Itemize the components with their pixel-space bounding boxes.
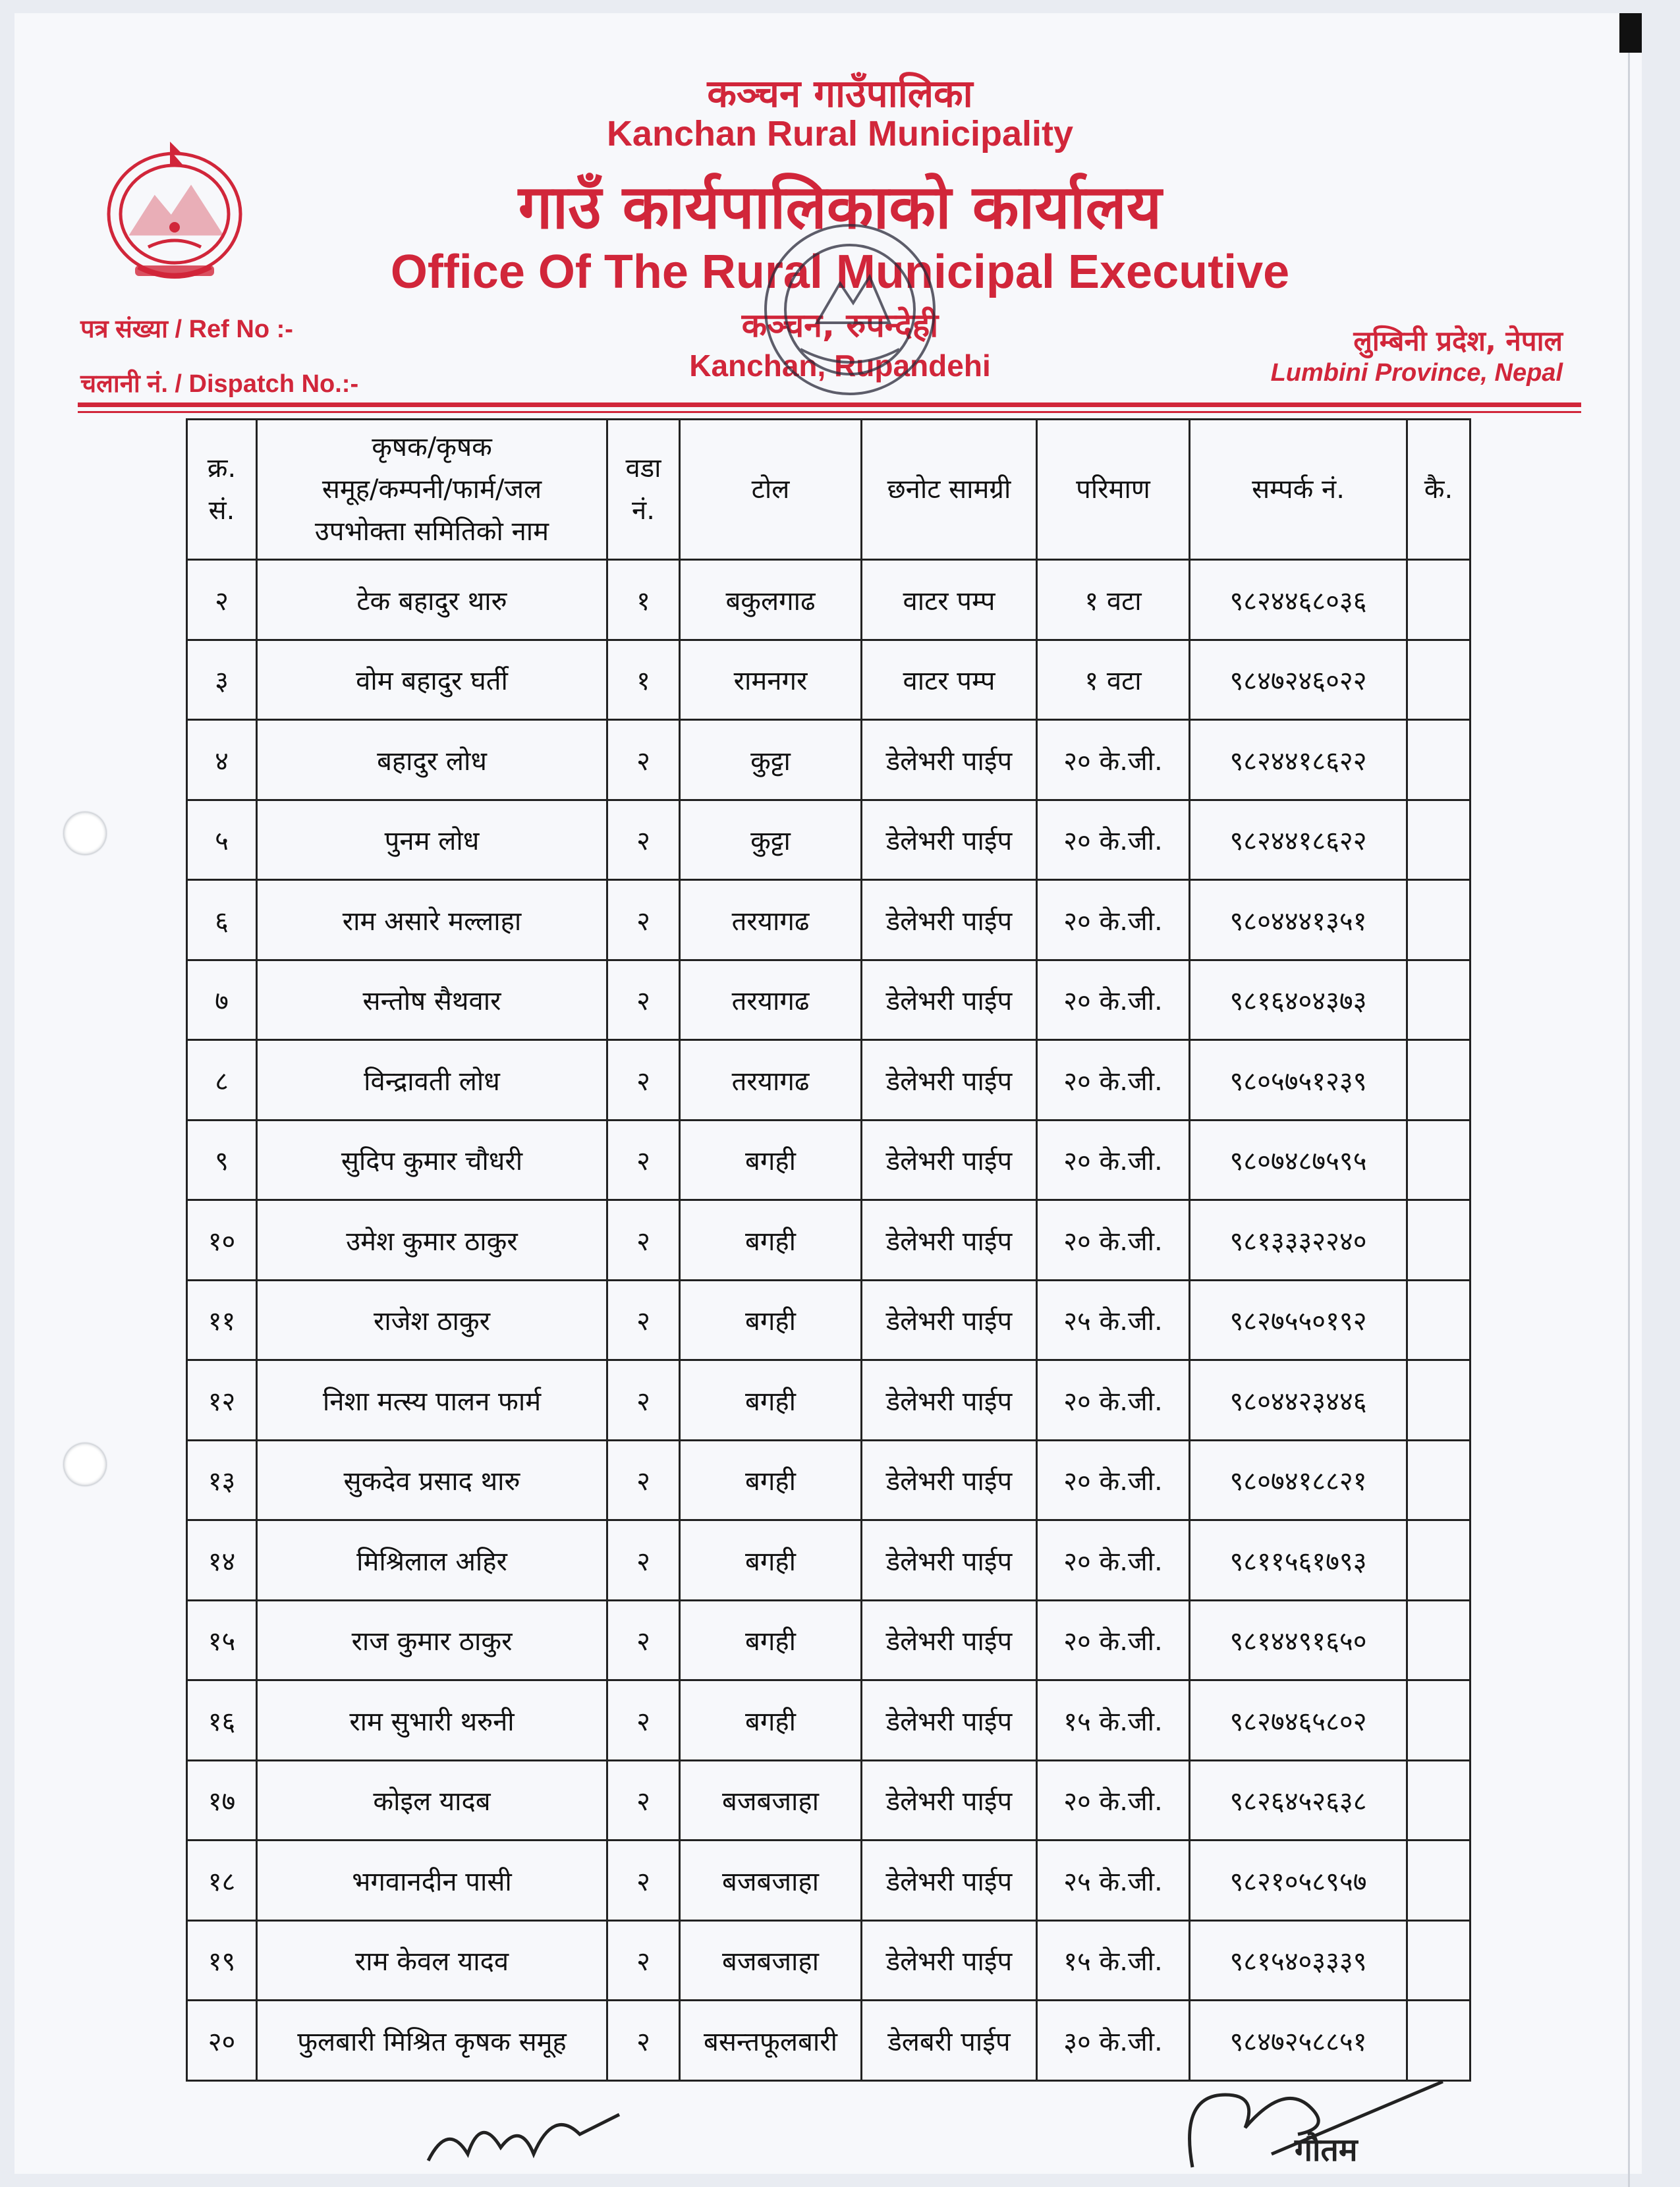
cell-selected-item: डेलबरी पाईप [862, 2001, 1037, 2081]
cell-selected-item: डेलेभरी पाईप [862, 1841, 1037, 1921]
office-stamp-icon [754, 211, 945, 408]
table-row [187, 960, 1470, 1040]
cell-quantity: २० के.जी. [1037, 880, 1190, 960]
cell-remarks [1407, 1040, 1470, 1121]
cell-remarks [1407, 1680, 1470, 1761]
cell-serial-number: १३ [187, 1440, 257, 1520]
cell-ward: २ [607, 1440, 680, 1520]
table-row [187, 560, 1470, 640]
cell-selected-item: डेलेभरी पाईप [862, 880, 1037, 960]
cell-contact-number: ९८२१०५८९५७ [1190, 1841, 1407, 1921]
cell-remarks [1407, 1440, 1470, 1520]
cell-selected-item: डेलेभरी पाईप [862, 720, 1037, 800]
cell-contact-number: ९८२४४१८६२२ [1190, 800, 1407, 880]
cell-selected-item: डेलेभरी पाईप [862, 1360, 1037, 1441]
header-farmer-name: कृषक/कृषक समूह/कम्पनी/फार्म/जल उपभोक्ता समितिको नाम [257, 420, 607, 560]
cell-contact-number: ९८४७२५८८५१ [1190, 2001, 1407, 2081]
cell-selected-item: डेलेभरी पाईप [862, 1760, 1037, 1841]
cell-serial-number: ६ [187, 880, 257, 960]
cell-quantity: २० के.जी. [1037, 1520, 1190, 1601]
cell-contact-number: ९८१६४०४३७३ [1190, 960, 1407, 1040]
header-serial-number: क्र. सं. [187, 420, 257, 560]
cell-serial-number: ४ [187, 720, 257, 800]
cell-farmer-name: भगवानदीन पासी [257, 1841, 607, 1921]
cell-serial-number: १७ [187, 1760, 257, 1841]
cell-remarks [1407, 1760, 1470, 1841]
cell-tole: बगही [680, 1280, 862, 1360]
cell-tole: बसन्तफूलबारी [680, 2001, 862, 2081]
cell-selected-item: डेलेभरी पाईप [862, 1040, 1037, 1121]
office-name-english: Office Of The Rural Municipal Executive [390, 246, 1290, 298]
header-ward: वडा नं. [607, 420, 680, 560]
cell-serial-number: २० [187, 2001, 257, 2081]
header-selected-item: छनोट सामग्री [862, 420, 1037, 560]
cell-tole: बगही [680, 1680, 862, 1761]
cell-tole: बगही [680, 1200, 862, 1281]
cell-farmer-name: विन्द्रावती लोध [257, 1040, 607, 1121]
place-english: Kanchan, Rupandehi [689, 348, 991, 383]
cell-remarks [1407, 880, 1470, 960]
cell-farmer-name: सुकदेव प्रसाद थारु [257, 1440, 607, 1520]
cell-remarks [1407, 1600, 1470, 1680]
cell-selected-item: डेलेभरी पाईप [862, 1600, 1037, 1680]
cell-quantity: २५ के.जी. [1037, 1280, 1190, 1360]
office-name-nepali: गाउँ कार्यपालिकाको कार्यालय [518, 172, 1162, 242]
province-nepali: लुम्बिनी प्रदेश, नेपाल [1353, 325, 1563, 357]
table-row [187, 1360, 1470, 1441]
cell-farmer-name: राम असारे मल्लाहा [257, 880, 607, 960]
cell-quantity: २० के.जी. [1037, 1040, 1190, 1121]
cell-ward: २ [607, 1120, 680, 1200]
cell-serial-number: १० [187, 1200, 257, 1281]
cell-serial-number: ८ [187, 1040, 257, 1121]
cell-ward: २ [607, 880, 680, 960]
cell-selected-item: वाटर पम्प [862, 560, 1037, 640]
cell-contact-number: ९८०५७५१२३९ [1190, 1040, 1407, 1121]
cell-farmer-name: निशा मत्स्य पालन फार्म [257, 1360, 607, 1441]
cell-quantity: २० के.जी. [1037, 960, 1190, 1040]
cell-serial-number: १९ [187, 1920, 257, 2001]
farmer-distribution-table [186, 418, 1471, 2082]
header-remarks: कै. [1407, 420, 1470, 560]
table-row [187, 1040, 1470, 1121]
cell-contact-number: ९८११५६१७९३ [1190, 1520, 1407, 1601]
punch-hole [63, 1443, 107, 1486]
table-row [187, 640, 1470, 720]
signatory-name: गौतम [1295, 2132, 1358, 2169]
signature-left-icon [422, 2095, 632, 2174]
place-nepali: कञ्चन, रुपन्देही [741, 306, 939, 345]
cell-ward: २ [607, 1841, 680, 1921]
header-rule [78, 402, 1581, 407]
ref-number-label: पत्र संख्या / Ref No :- [80, 316, 293, 343]
cell-tole: बगही [680, 1600, 862, 1680]
cell-quantity: २० के.जी. [1037, 720, 1190, 800]
cell-remarks [1407, 1360, 1470, 1441]
cell-remarks [1407, 800, 1470, 880]
cell-ward: २ [607, 1280, 680, 1360]
cell-remarks [1407, 960, 1470, 1040]
cell-serial-number: ३ [187, 640, 257, 720]
cell-serial-number: १५ [187, 1600, 257, 1680]
cell-ward: २ [607, 1920, 680, 2001]
table-row [187, 1280, 1470, 1360]
cell-quantity: १ वटा [1037, 560, 1190, 640]
cell-selected-item: डेलेभरी पाईप [862, 1440, 1037, 1520]
punch-hole [63, 812, 107, 855]
cell-contact-number: ९८०४४४१३५१ [1190, 880, 1407, 960]
cell-tole: तरयागढ [680, 1040, 862, 1121]
cell-serial-number: ९ [187, 1120, 257, 1200]
cell-contact-number: ९८२७४६५८०२ [1190, 1680, 1407, 1761]
cell-selected-item: डेलेभरी पाईप [862, 800, 1037, 880]
scan-edge-mark [1619, 13, 1642, 53]
cell-quantity: १५ के.जी. [1037, 1920, 1190, 2001]
cell-contact-number: ९८०७४१८८२१ [1190, 1440, 1407, 1520]
cell-quantity: ३० के.जी. [1037, 2001, 1190, 2081]
cell-farmer-name: पुनम लोध [257, 800, 607, 880]
cell-contact-number: ९८१४४९१६५० [1190, 1600, 1407, 1680]
cell-serial-number: २ [187, 560, 257, 640]
cell-quantity: १५ के.जी. [1037, 1680, 1190, 1761]
cell-farmer-name: सुदिप कुमार चौधरी [257, 1120, 607, 1200]
cell-farmer-name: राम केवल यादव [257, 1920, 607, 2001]
cell-quantity: २० के.जी. [1037, 1600, 1190, 1680]
cell-quantity: २० के.जी. [1037, 1360, 1190, 1441]
table-row [187, 1680, 1470, 1761]
cell-contact-number: ९८२४४१८६२२ [1190, 720, 1407, 800]
cell-ward: २ [607, 1360, 680, 1441]
table-row [187, 1440, 1470, 1520]
cell-ward: २ [607, 2001, 680, 2081]
header-quantity: परिमाण [1037, 420, 1190, 560]
cell-serial-number: ५ [187, 800, 257, 880]
table-row [187, 1120, 1470, 1200]
cell-quantity: २० के.जी. [1037, 800, 1190, 880]
cell-ward: २ [607, 1040, 680, 1121]
cell-quantity: २० के.जी. [1037, 1200, 1190, 1281]
cell-selected-item: डेलेभरी पाईप [862, 1120, 1037, 1200]
cell-ward: २ [607, 960, 680, 1040]
cell-tole: बजबजाहा [680, 1920, 862, 2001]
header-rule-thin [78, 411, 1581, 413]
cell-farmer-name: बहादुर लोध [257, 720, 607, 800]
cell-contact-number: ९८०७४८७५९५ [1190, 1120, 1407, 1200]
header-tole: टोल [680, 420, 862, 560]
cell-ward: २ [607, 1520, 680, 1601]
table-row [187, 800, 1470, 880]
municipality-name-nepali: कञ्चन गाउँपालिका [707, 71, 973, 116]
cell-contact-number: ९८१३३३२२४० [1190, 1200, 1407, 1281]
cell-farmer-name: फुलबारी मिश्रित कृषक समूह [257, 2001, 607, 2081]
table-row [187, 720, 1470, 800]
table-row [187, 1841, 1470, 1921]
cell-serial-number: १२ [187, 1360, 257, 1441]
header-contact: सम्पर्क नं. [1190, 420, 1407, 560]
cell-contact-number: ९८०४४२३४४६ [1190, 1360, 1407, 1441]
cell-contact-number: ९८२४४६८०३६ [1190, 560, 1407, 640]
cell-ward: २ [607, 1600, 680, 1680]
table-body [187, 560, 1470, 2081]
cell-remarks [1407, 1920, 1470, 2001]
cell-remarks [1407, 720, 1470, 800]
cell-tole: बकुलगाढ [680, 560, 862, 640]
cell-quantity: २० के.जी. [1037, 1760, 1190, 1841]
cell-remarks [1407, 1841, 1470, 1921]
cell-tole: बगही [680, 1120, 862, 1200]
cell-serial-number: ७ [187, 960, 257, 1040]
cell-selected-item: डेलेभरी पाईप [862, 1520, 1037, 1601]
cell-ward: २ [607, 720, 680, 800]
cell-tole: रामनगर [680, 640, 862, 720]
cell-contact-number: ९८२७५५०१९२ [1190, 1280, 1407, 1360]
cell-remarks [1407, 1280, 1470, 1360]
cell-selected-item: डेलेभरी पाईप [862, 1200, 1037, 1281]
table-header-row [187, 420, 1470, 560]
cell-ward: २ [607, 800, 680, 880]
cell-remarks [1407, 1200, 1470, 1281]
cell-tole: बगही [680, 1360, 862, 1441]
cell-selected-item: डेलेभरी पाईप [862, 960, 1037, 1040]
cell-tole: बगही [680, 1520, 862, 1601]
table-row [187, 1200, 1470, 1281]
cell-remarks [1407, 1120, 1470, 1200]
cell-farmer-name: मिश्रिलाल अहिर [257, 1520, 607, 1601]
cell-quantity: १ वटा [1037, 640, 1190, 720]
cell-ward: २ [607, 1760, 680, 1841]
table-row [187, 1920, 1470, 2001]
cell-selected-item: डेलेभरी पाईप [862, 1920, 1037, 2001]
cell-remarks [1407, 640, 1470, 720]
cell-serial-number: १८ [187, 1841, 257, 1921]
cell-ward: १ [607, 640, 680, 720]
cell-farmer-name: राज कुमार ठाकुर [257, 1600, 607, 1680]
cell-farmer-name: सन्तोष सैथवार [257, 960, 607, 1040]
cell-contact-number: ९८२६४५२६३८ [1190, 1760, 1407, 1841]
cell-farmer-name: वोम बहादुर घर्ती [257, 640, 607, 720]
table-row [187, 1760, 1470, 1841]
cell-serial-number: १६ [187, 1680, 257, 1761]
cell-remarks [1407, 560, 1470, 640]
table-row [187, 880, 1470, 960]
cell-farmer-name: टेक बहादुर थारु [257, 560, 607, 640]
cell-serial-number: ११ [187, 1280, 257, 1360]
cell-selected-item: डेलेभरी पाईप [862, 1280, 1037, 1360]
cell-remarks [1407, 1520, 1470, 1601]
cell-quantity: २० के.जी. [1037, 1120, 1190, 1200]
cell-tole: बगही [680, 1440, 862, 1520]
cell-selected-item: डेलेभरी पाईप [862, 1680, 1037, 1761]
cell-ward: २ [607, 1200, 680, 1281]
cell-farmer-name: राम सुभारी थरुनी [257, 1680, 607, 1761]
cell-quantity: २५ के.जी. [1037, 1841, 1190, 1921]
cell-farmer-name: कोइल यादब [257, 1760, 607, 1841]
cell-quantity: २० के.जी. [1037, 1440, 1190, 1520]
table-row [187, 1600, 1470, 1680]
municipality-name-english: Kanchan Rural Municipality [606, 114, 1074, 153]
dispatch-number-label: चलानी नं. / Dispatch No.:- [80, 370, 359, 398]
cell-tole: बजबजाहा [680, 1841, 862, 1921]
cell-tole: तरयागढ [680, 880, 862, 960]
cell-contact-number: ९८१५४०३३३९ [1190, 1920, 1407, 2001]
cell-serial-number: १४ [187, 1520, 257, 1601]
cell-farmer-name: राजेश ठाकुर [257, 1280, 607, 1360]
cell-tole: कुट्टा [680, 800, 862, 880]
cell-contact-number: ९८४७२४६०२२ [1190, 640, 1407, 720]
cell-selected-item: वाटर पम्प [862, 640, 1037, 720]
cell-ward: १ [607, 560, 680, 640]
cell-farmer-name: उमेश कुमार ठाकुर [257, 1200, 607, 1281]
cell-tole: तरयागढ [680, 960, 862, 1040]
province-english: Lumbini Province, Nepal [1270, 359, 1563, 387]
cell-tole: कुट्टा [680, 720, 862, 800]
table-row [187, 1520, 1470, 1601]
cell-ward: २ [607, 1680, 680, 1761]
cell-tole: बजबजाहा [680, 1760, 862, 1841]
